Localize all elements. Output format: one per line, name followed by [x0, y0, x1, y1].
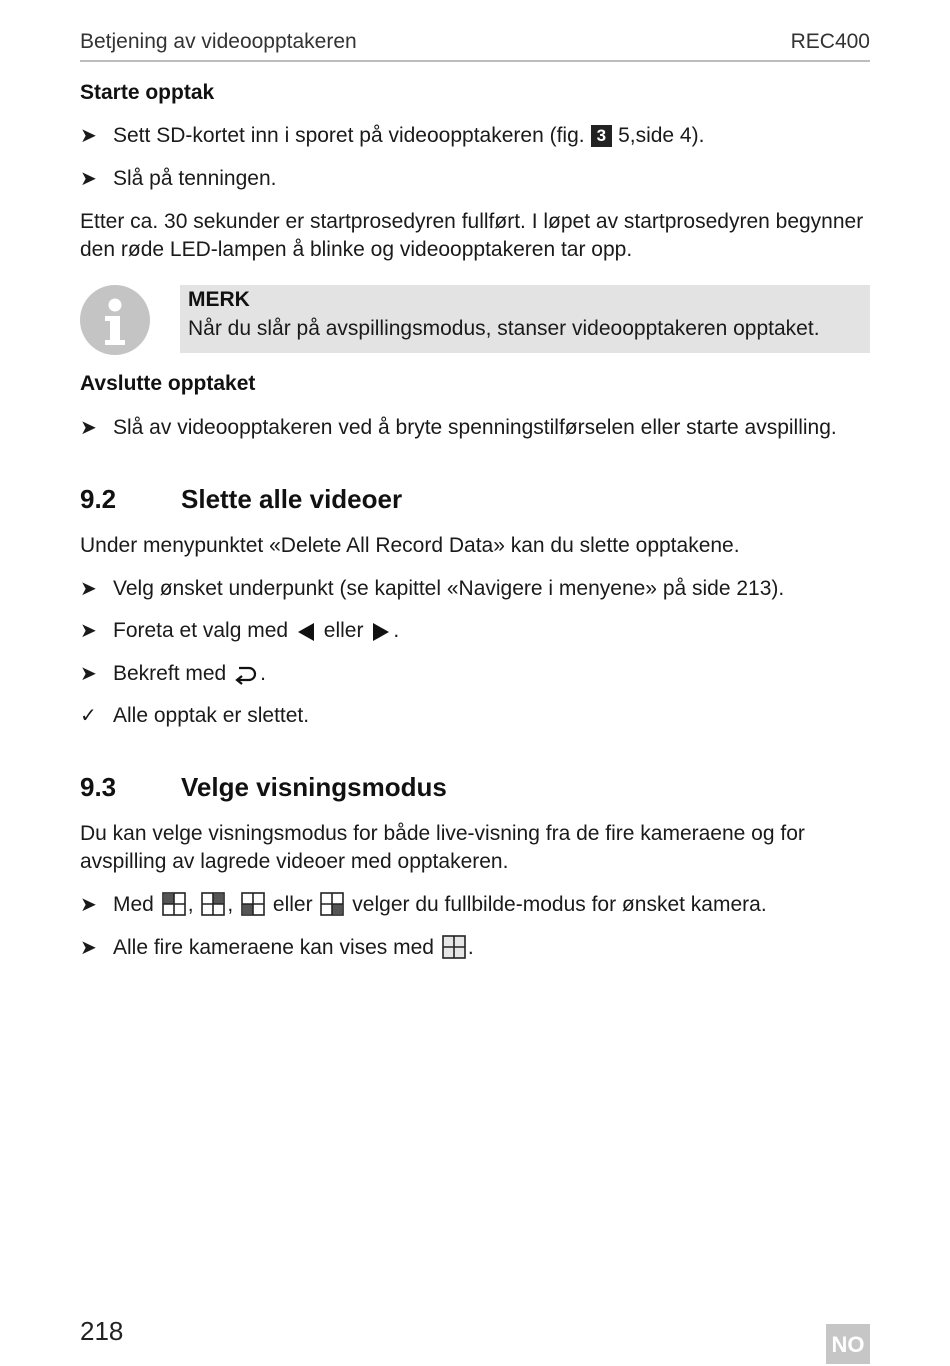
paragraph-display-intro: Du kan velge visningsmodus for både live-visning fra de fire kameraene og for avspilling av lagrede videoer med opptakeren. — [80, 822, 805, 873]
language-tab: NO — [826, 1324, 870, 1364]
subheading-stop-recording: Avslutte opptaket — [80, 372, 256, 395]
note-title: MERK — [188, 288, 250, 311]
arrow-bullet-icon: ➤ — [80, 168, 97, 190]
triangle-right-icon — [371, 622, 391, 650]
subheading-start-recording: Starte opptak — [80, 81, 215, 104]
section-number: 9.2 — [80, 484, 117, 514]
list-item: ➤ Foreta et valg med eller . — [80, 617, 870, 650]
arrow-bullet-icon: ➤ — [80, 125, 97, 147]
arrow-bullet-icon: ➤ — [80, 937, 97, 959]
list-item: ➤ Med , , eller velger du fullbilde-modus for ønsket kamera. — [80, 891, 870, 924]
triangle-left-icon — [296, 622, 316, 650]
list-item: ✓ Alle opptak er slettet. — [80, 702, 870, 730]
page-number: 218 — [80, 1316, 124, 1346]
running-header-title: Betjening av videoopptakeren — [80, 30, 357, 53]
note-text: Når du slår på avspillingsmodus, stanser videoopptakeren opptaket. — [188, 317, 820, 340]
section-title: Velge visningsmodus — [181, 772, 447, 802]
list-item: ➤ Alle fire kameraene kan vises med . — [80, 934, 870, 967]
quad-grid-icon — [320, 892, 344, 924]
header-divider — [80, 60, 870, 62]
list-item: ➤ Slå på tenningen. — [80, 165, 870, 193]
figure-reference-badge: 3 — [591, 125, 612, 147]
list-item: ➤ Sett SD-kortet inn i sporet på videoopptakeren (fig. 3 5,side 4). — [80, 122, 870, 150]
enter-return-icon — [234, 665, 258, 693]
section-title: Slette alle videoer — [181, 484, 403, 514]
list-item: ➤ Bekreft med . — [80, 660, 870, 693]
paragraph-startup: Etter ca. 30 sekunder er startprosedyren fullført. I løpet av startprosedyren begynner den røde LED-lampen å blinke og videoopptakeren tar opp. — [80, 210, 864, 261]
arrow-bullet-icon: ➤ — [80, 417, 97, 439]
running-header-model: REC400 — [790, 30, 870, 53]
list-item: ➤ Slå av videoopptakeren ved å bryte spenningstilførselen eller starte avspilling. — [80, 414, 870, 442]
arrow-bullet-icon: ➤ — [80, 620, 97, 642]
arrow-bullet-icon: ➤ — [80, 663, 97, 685]
checkmark-icon: ✓ — [80, 705, 97, 727]
arrow-bullet-icon: ➤ — [80, 578, 97, 600]
quad-grid-icon — [442, 935, 466, 967]
info-icon — [80, 285, 150, 355]
list-item: ➤ Velg ønsket underpunkt (se kapittel «Navigere i menyene» på side 213). — [80, 575, 870, 603]
quad-grid-icon — [201, 892, 225, 924]
section-number: 9.3 — [80, 772, 117, 802]
arrow-bullet-icon: ➤ — [80, 894, 97, 916]
quad-grid-icon — [241, 892, 265, 924]
quad-grid-icon — [162, 892, 186, 924]
paragraph-delete-intro: Under menypunktet «Delete All Record Data» kan du slette opptakene. — [80, 534, 740, 557]
